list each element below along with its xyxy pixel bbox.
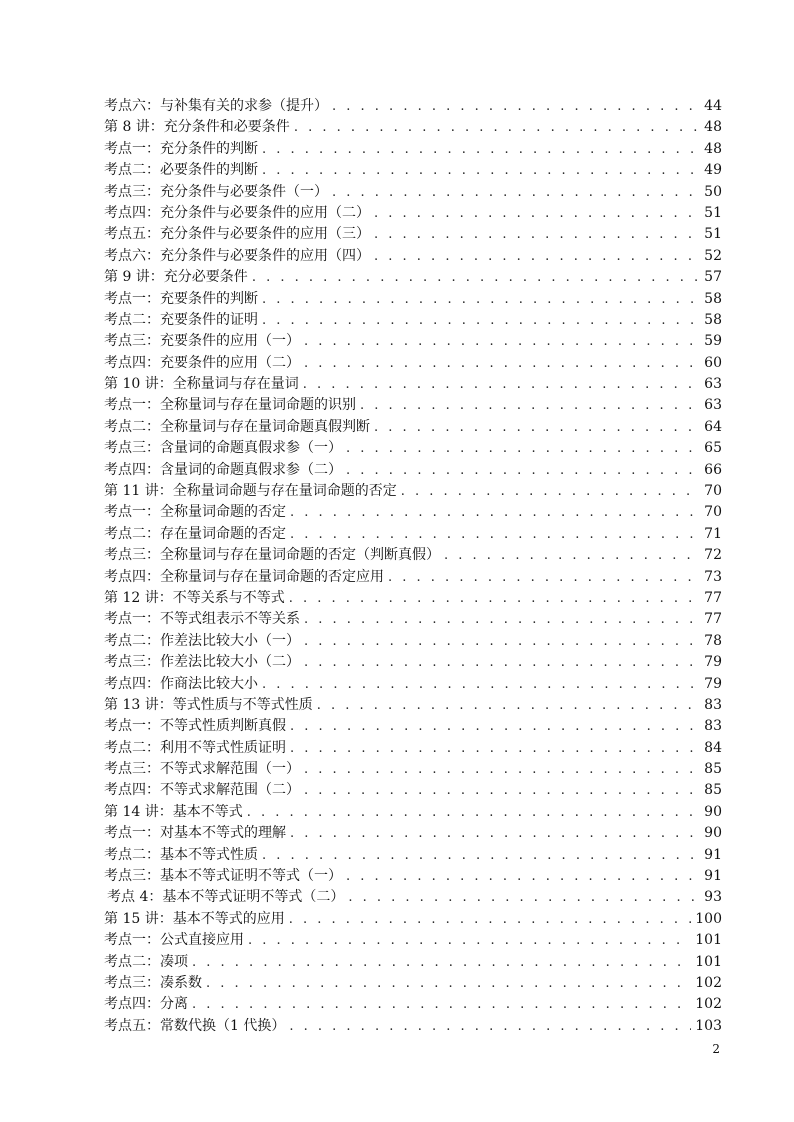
toc-entry-page-number: 101 xyxy=(695,932,722,949)
toc-entry[interactable] xyxy=(104,674,722,695)
toc-entry-title: 考点一：全称量词与存在量词命题的识别 xyxy=(104,397,356,414)
toc-entry[interactable] xyxy=(104,182,722,203)
dot-leader xyxy=(332,182,698,203)
toc-entry[interactable] xyxy=(104,224,722,245)
toc-entry[interactable] xyxy=(104,588,722,609)
toc-entry-title: 第 15 讲：基本不等式的应用 xyxy=(104,910,285,927)
dot-leader xyxy=(304,759,698,780)
toc-entry-page-number: 90 xyxy=(704,803,722,820)
toc-entry-page-number: 44 xyxy=(704,97,722,114)
toc-entry-page-number: 49 xyxy=(704,162,722,179)
toc-entry[interactable] xyxy=(104,267,722,288)
dot-leader xyxy=(290,716,698,737)
toc-entry-title: 考点五：常数代换（1 代换） xyxy=(104,1017,286,1034)
toc-entry-page-number: 78 xyxy=(704,632,722,649)
toc-entry-page-number: 83 xyxy=(704,696,722,713)
toc-entry-title: 考点 4：基本不等式证明不等式（二） xyxy=(107,889,345,906)
toc-entry-title: 考点四：不等式求解范围（二） xyxy=(104,782,300,799)
toc-entry-page-number: 72 xyxy=(704,547,722,564)
toc-entry-title: 考点四：全称量词与存在量词命题的否定应用 xyxy=(104,568,384,585)
dot-leader xyxy=(289,588,698,609)
toc-entry-title: 考点二：存在量词命题的否定 xyxy=(104,525,286,542)
toc-entry-title: 考点一：不等式组表示不等关系 xyxy=(104,611,300,628)
toc-entry-page-number: 63 xyxy=(704,397,722,414)
dot-leader xyxy=(317,695,698,716)
toc-entry[interactable] xyxy=(104,716,722,737)
toc-entry[interactable] xyxy=(104,652,722,673)
toc-entry-title: 考点三：不等式求解范围（一） xyxy=(104,761,300,778)
toc-entry[interactable] xyxy=(104,845,722,866)
toc-entry-title: 考点一：充分条件的判断 xyxy=(104,140,258,157)
toc-entry-title: 考点二：凑项 xyxy=(104,953,188,970)
dot-leader xyxy=(290,502,698,523)
toc-entry[interactable] xyxy=(104,567,722,588)
toc-entry-page-number: 101 xyxy=(695,953,722,970)
toc-entry-page-number: 102 xyxy=(695,975,722,991)
dot-leader xyxy=(262,289,698,310)
dot-leader xyxy=(252,267,698,288)
toc-entry-page-number: 83 xyxy=(704,718,722,735)
toc-entry-page-number: 51 xyxy=(704,226,722,243)
toc-entry[interactable] xyxy=(104,738,722,759)
toc-entry[interactable] xyxy=(104,545,722,566)
toc-entry[interactable] xyxy=(104,973,722,994)
dot-leader xyxy=(388,567,698,588)
toc-entry-page-number: 58 xyxy=(704,290,722,307)
toc-entry-page-number: 77 xyxy=(704,589,722,606)
toc-entry-page-number: 52 xyxy=(704,247,722,264)
dot-leader xyxy=(289,909,692,930)
toc-entry-title: 考点三：凑系数 xyxy=(104,975,202,991)
dot-leader xyxy=(262,139,698,160)
dot-leader xyxy=(303,374,698,395)
dot-leader xyxy=(304,631,698,652)
toc-entry-title: 考点一：对基本不等式的理解 xyxy=(104,825,286,842)
dot-leader xyxy=(192,994,691,1015)
dot-leader xyxy=(290,738,698,759)
dot-leader xyxy=(346,460,698,481)
dot-leader xyxy=(247,802,698,823)
toc-entry-page-number: 57 xyxy=(704,269,722,286)
toc-entry-page-number: 91 xyxy=(704,846,722,863)
toc-entry-title: 考点四：充分条件与必要条件的应用（二） xyxy=(104,204,370,221)
toc-entry[interactable] xyxy=(104,481,722,502)
toc-entry-page-number: 64 xyxy=(704,418,722,435)
dot-leader xyxy=(304,353,698,374)
toc-entry-page-number: 50 xyxy=(704,183,722,200)
dot-leader xyxy=(332,96,698,117)
toc-entry[interactable] xyxy=(104,96,722,117)
toc-entry-page-number: 79 xyxy=(704,675,722,692)
toc-entry-page-number: 65 xyxy=(704,440,722,457)
toc-entry-page-number: 79 xyxy=(704,654,722,671)
dot-leader xyxy=(346,866,698,887)
toc-entry[interactable] xyxy=(104,117,722,138)
toc-entry[interactable] xyxy=(104,1016,722,1037)
toc-entry-title: 考点二：作差法比较大小（一） xyxy=(104,632,300,649)
toc-entry[interactable] xyxy=(104,695,722,716)
dot-leader xyxy=(262,160,698,181)
toc-entry[interactable] xyxy=(104,909,722,930)
dot-leader xyxy=(374,246,698,267)
toc-entry-title: 第 13 讲：等式性质与不等式性质 xyxy=(104,696,313,713)
toc-entry-title: 考点三：含量词的命题真假求参（一） xyxy=(104,440,342,457)
toc-entry-title: 考点六：充分条件与必要条件的应用（四） xyxy=(104,247,370,264)
toc-entry-title: 第 9 讲：充分必要条件 xyxy=(104,269,248,286)
toc-entry[interactable] xyxy=(104,631,722,652)
dot-leader xyxy=(289,1016,691,1037)
toc-entry-page-number: 85 xyxy=(704,761,722,778)
dot-leader xyxy=(346,438,698,459)
toc-entry-page-number: 73 xyxy=(704,568,722,585)
toc-entry[interactable] xyxy=(104,438,722,459)
toc-entry[interactable] xyxy=(104,460,722,481)
toc-entry-title: 考点二：必要条件的判断 xyxy=(104,162,258,179)
toc-entry-page-number: 103 xyxy=(695,1017,722,1034)
toc-entry-page-number: 48 xyxy=(704,119,722,136)
toc-entry-page-number: 77 xyxy=(704,611,722,628)
toc-entry[interactable] xyxy=(104,310,722,331)
toc-entry-title: 第 10 讲：全称量词与存在量词 xyxy=(104,376,299,393)
toc-entry-title: 第 14 讲：基本不等式 xyxy=(104,803,243,820)
toc-entry-title: 考点三：全称量词与存在量词命题的否定（判断真假） xyxy=(104,547,440,564)
toc-entry[interactable] xyxy=(104,524,722,545)
dot-leader xyxy=(294,117,698,138)
dot-leader xyxy=(401,481,698,502)
dot-leader xyxy=(304,652,698,673)
toc-entry-page-number: 70 xyxy=(704,483,722,500)
dot-leader xyxy=(248,930,691,951)
toc-entry-page-number: 100 xyxy=(695,910,722,927)
dot-leader xyxy=(374,203,698,224)
toc-entry-title: 考点二：利用不等式性质证明 xyxy=(104,739,286,756)
toc-entry[interactable] xyxy=(104,289,722,310)
dot-leader xyxy=(262,845,698,866)
toc-entry-title: 考点四：作商法比较大小 xyxy=(104,675,258,692)
toc-entry-title: 考点二：基本不等式性质 xyxy=(104,846,258,863)
toc-entry-title: 第 8 讲：充分条件和必要条件 xyxy=(104,119,290,136)
dot-leader xyxy=(374,224,698,245)
dot-leader xyxy=(304,609,698,630)
toc-entry-title: 考点四：含量词的命题真假求参（二） xyxy=(104,461,342,478)
toc-entry-page-number: 60 xyxy=(704,354,722,371)
toc-entry-page-number: 66 xyxy=(704,461,722,478)
dot-leader xyxy=(348,887,698,908)
toc-entry-title: 考点三：充要条件的应用（一） xyxy=(104,333,300,350)
toc-entry-page-number: 91 xyxy=(704,868,722,885)
toc-entry-page-number: 70 xyxy=(704,504,722,521)
toc-entry[interactable] xyxy=(104,930,722,951)
dot-leader xyxy=(206,973,691,994)
page-number: 2 xyxy=(712,1042,720,1056)
toc-entry-title: 第 11 讲：全称量词命题与存在量词命题的否定 xyxy=(104,483,397,500)
toc-entry-page-number: 59 xyxy=(704,333,722,350)
toc-entry[interactable] xyxy=(104,374,722,395)
toc-entry[interactable] xyxy=(104,203,722,224)
toc-entry[interactable] xyxy=(104,502,722,523)
toc-entry[interactable] xyxy=(104,246,722,267)
toc-entry-title: 考点一：公式直接应用 xyxy=(104,932,244,949)
toc-entry[interactable] xyxy=(104,823,722,844)
toc-entry-title: 考点六：与补集有关的求参（提升） xyxy=(104,97,328,114)
toc-entry-page-number: 71 xyxy=(704,525,722,542)
dot-leader xyxy=(360,395,698,416)
toc-entry[interactable] xyxy=(104,395,722,416)
toc-entry-page-number: 63 xyxy=(704,376,722,393)
toc-entry-title: 考点三：基本不等式证明不等式（一） xyxy=(104,868,342,885)
dot-leader xyxy=(444,545,698,566)
dot-leader xyxy=(304,331,698,352)
toc-entry-title: 考点一：充要条件的判断 xyxy=(104,290,258,307)
toc-entry[interactable] xyxy=(104,139,722,160)
toc-entry[interactable] xyxy=(104,353,722,374)
toc-entry-title: 考点一：不等式性质判断真假 xyxy=(104,718,286,735)
toc-entry-page-number: 58 xyxy=(704,311,722,328)
dot-leader xyxy=(290,524,698,545)
toc-entry-title: 考点五：充分条件与必要条件的应用（三） xyxy=(104,226,370,243)
toc-entry-page-number: 85 xyxy=(704,782,722,799)
dot-leader xyxy=(290,823,698,844)
toc-entry[interactable] xyxy=(104,331,722,352)
toc-entry-page-number: 51 xyxy=(704,204,722,221)
dot-leader xyxy=(304,780,698,801)
toc-entry-title: 考点二：全称量词与存在量词命题真假判断 xyxy=(104,418,370,435)
toc-entry-page-number: 48 xyxy=(704,140,722,157)
toc-entry[interactable] xyxy=(104,887,722,908)
dot-leader xyxy=(262,310,698,331)
toc-entry-title: 考点三：充分条件与必要条件（一） xyxy=(104,183,328,200)
toc-entry[interactable] xyxy=(104,417,722,438)
toc-entry-title: 考点二：充要条件的证明 xyxy=(104,311,258,328)
toc-entry-title: 第 12 讲：不等关系与不等式 xyxy=(104,589,285,606)
toc-entry-page-number: 84 xyxy=(704,739,722,756)
toc-entry-title: 考点四：分离 xyxy=(104,996,188,1013)
toc-entry[interactable] xyxy=(104,160,722,181)
toc-entry[interactable] xyxy=(104,781,722,802)
toc-entry[interactable] xyxy=(104,952,722,973)
toc-entry-title: 考点三：作差法比较大小（二） xyxy=(104,654,300,671)
toc-entry[interactable] xyxy=(104,759,722,780)
dot-leader xyxy=(262,674,698,695)
toc-entry-page-number: 93 xyxy=(704,889,722,906)
toc-entry-title: 考点四：充要条件的应用（二） xyxy=(104,354,300,371)
toc-entry[interactable] xyxy=(104,802,722,823)
toc-entry-page-number: 102 xyxy=(695,996,722,1013)
table-of-contents xyxy=(104,96,722,1037)
dot-leader xyxy=(374,417,698,438)
toc-entry-page-number: 90 xyxy=(704,825,722,842)
dot-leader xyxy=(192,952,691,973)
toc-entry[interactable] xyxy=(104,866,722,887)
toc-entry[interactable] xyxy=(104,994,722,1015)
toc-entry-title: 考点一：全称量词命题的否定 xyxy=(104,504,286,521)
toc-entry[interactable] xyxy=(104,609,722,630)
